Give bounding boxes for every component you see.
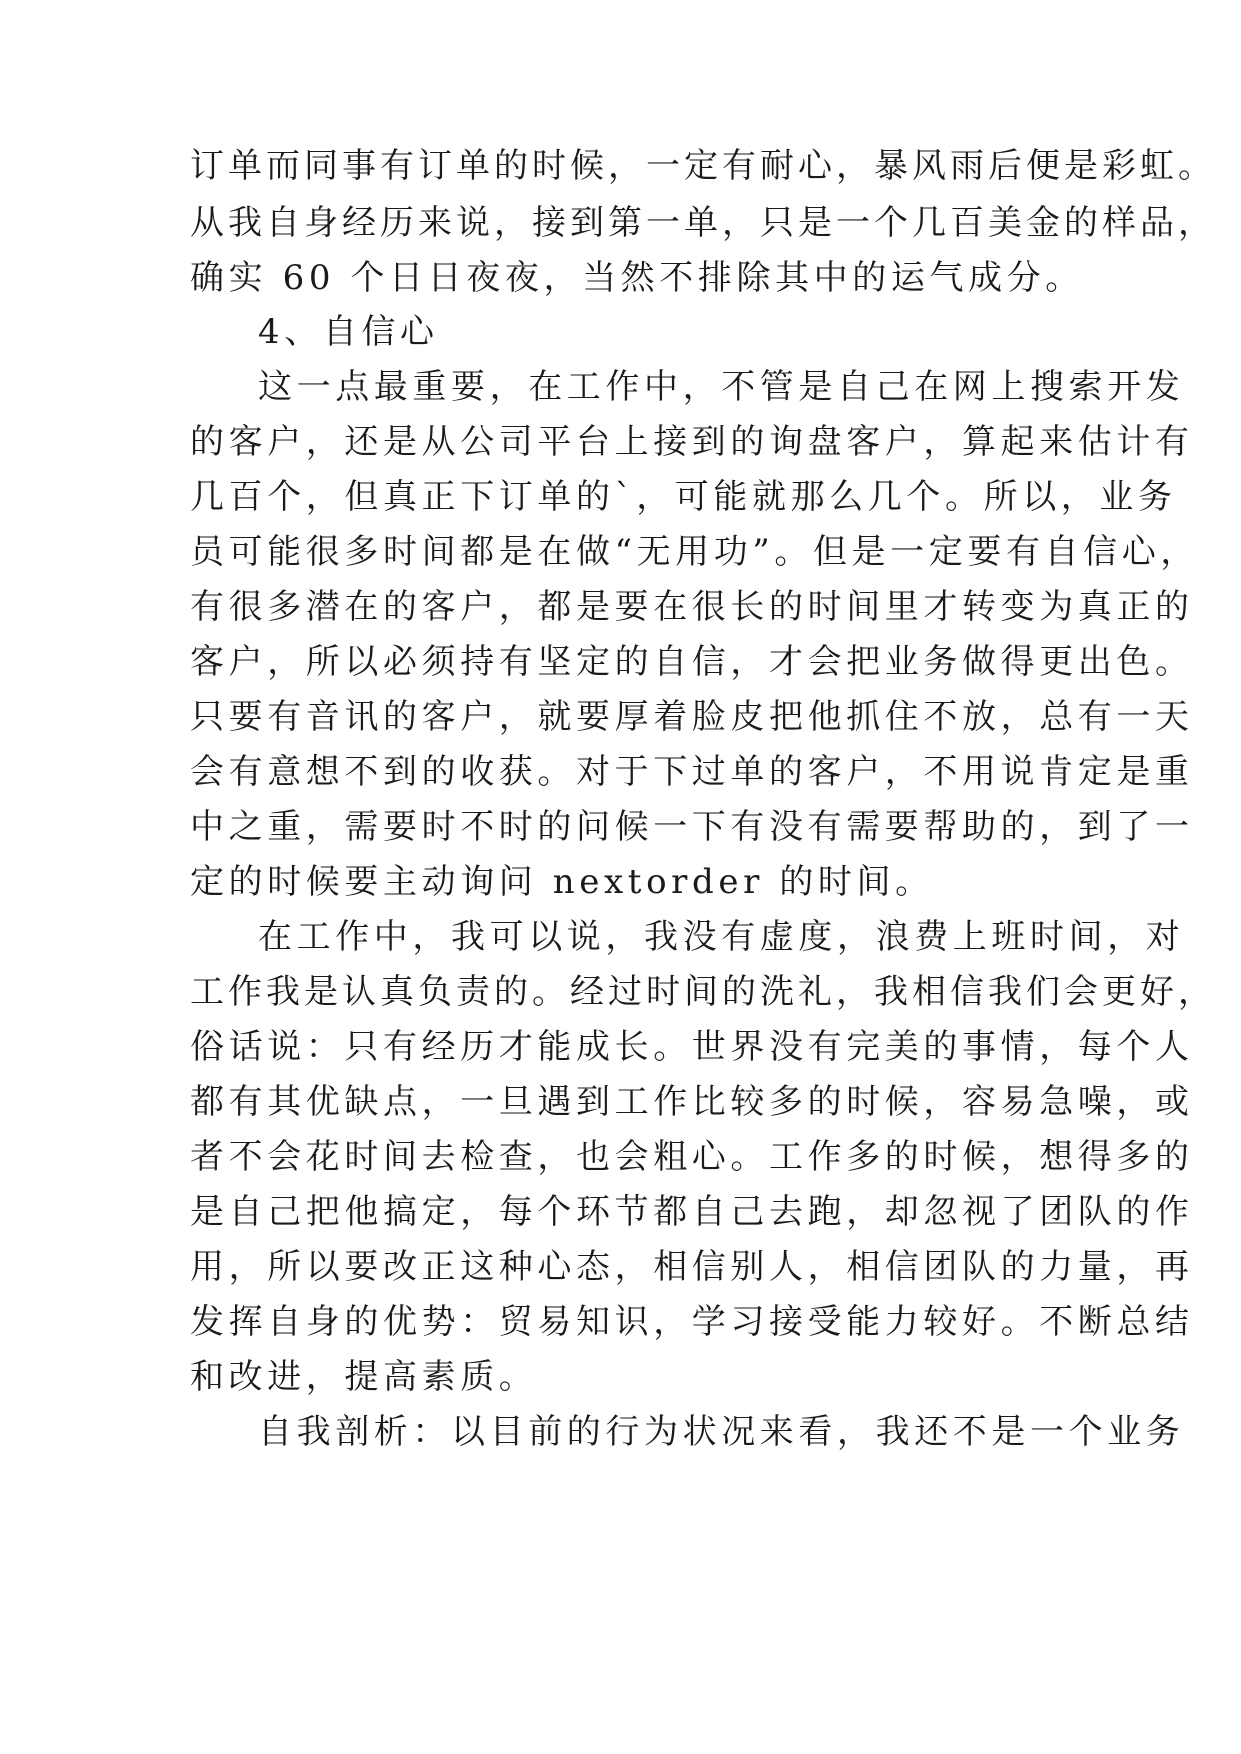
text-line: 中之重，需要时不时的问候一下有没有需要帮助的，到了一 (190, 807, 1194, 847)
text-line: 工作我是认真负责的。经过时间的洗礼，我相信我们会更好， (190, 972, 1216, 1012)
text-line: 都有其优缺点，一旦遇到工作比较多的时候，容易急噪，或 (190, 1082, 1194, 1122)
text-line: 确实 60 个日日夜夜，当然不排除其中的运气成分。 (190, 258, 1084, 298)
text-line: 俗话说：只有经历才能成长。世界没有完美的事情，每个人 (190, 1027, 1194, 1067)
text-line: 自我剖析：以目前的行为状况来看，我还不是一个业务 (258, 1412, 1185, 1452)
text-line: 订单而同事有订单的时候，一定有耐心，暴风雨后便是彩虹。 (190, 146, 1216, 186)
text-line: 发挥自身的优势：贸易知识，学习接受能力较好。不断总结 (190, 1302, 1194, 1342)
text-line: 和改进，提高素质。 (190, 1357, 538, 1397)
text-line: 会有意想不到的收获。对于下过单的客户，不用说肯定是重 (190, 752, 1194, 792)
text-line: 有很多潜在的客户，都是要在很长的时间里才转变为真正的 (190, 587, 1194, 627)
text-line: 从我自身经历来说，接到第一单，只是一个几百美金的样品， (190, 203, 1216, 243)
text-line: 这一点最重要，在工作中，不管是自己在网上搜索开发 (258, 367, 1185, 407)
text-line: 员可能很多时间都是在做“无用功”。但是一定要有自信心， (190, 532, 1199, 572)
text-line: 客户，所以必须持有坚定的自信，才会把业务做得更出色。 (190, 642, 1194, 682)
text-line: 用，所以要改正这种心态，相信别人，相信团队的力量，再 (190, 1247, 1194, 1287)
text-line: 的客户，还是从公司平台上接到的询盘客户，算起来估计有 (190, 422, 1194, 462)
text-line: 只要有音讯的客户，就要厚着脸皮把他抓住不放，总有一天 (190, 697, 1194, 737)
text-line: 在工作中，我可以说，我没有虚度，浪费上班时间，对 (258, 917, 1185, 957)
text-line: 者不会花时间去检查，也会粗心。工作多的时候，想得多的 (190, 1137, 1194, 1177)
text-line: 几百个，但真正下订单的`，可能就那么几个。所以，业务 (190, 477, 1177, 517)
text-line: 是自己把他搞定，每个环节都自己去跑，却忽视了团队的作 (190, 1192, 1194, 1232)
section-heading: 4、自信心 (258, 312, 439, 352)
text-line: 定的时候要主动询问 nextorder 的时间。 (190, 862, 934, 902)
